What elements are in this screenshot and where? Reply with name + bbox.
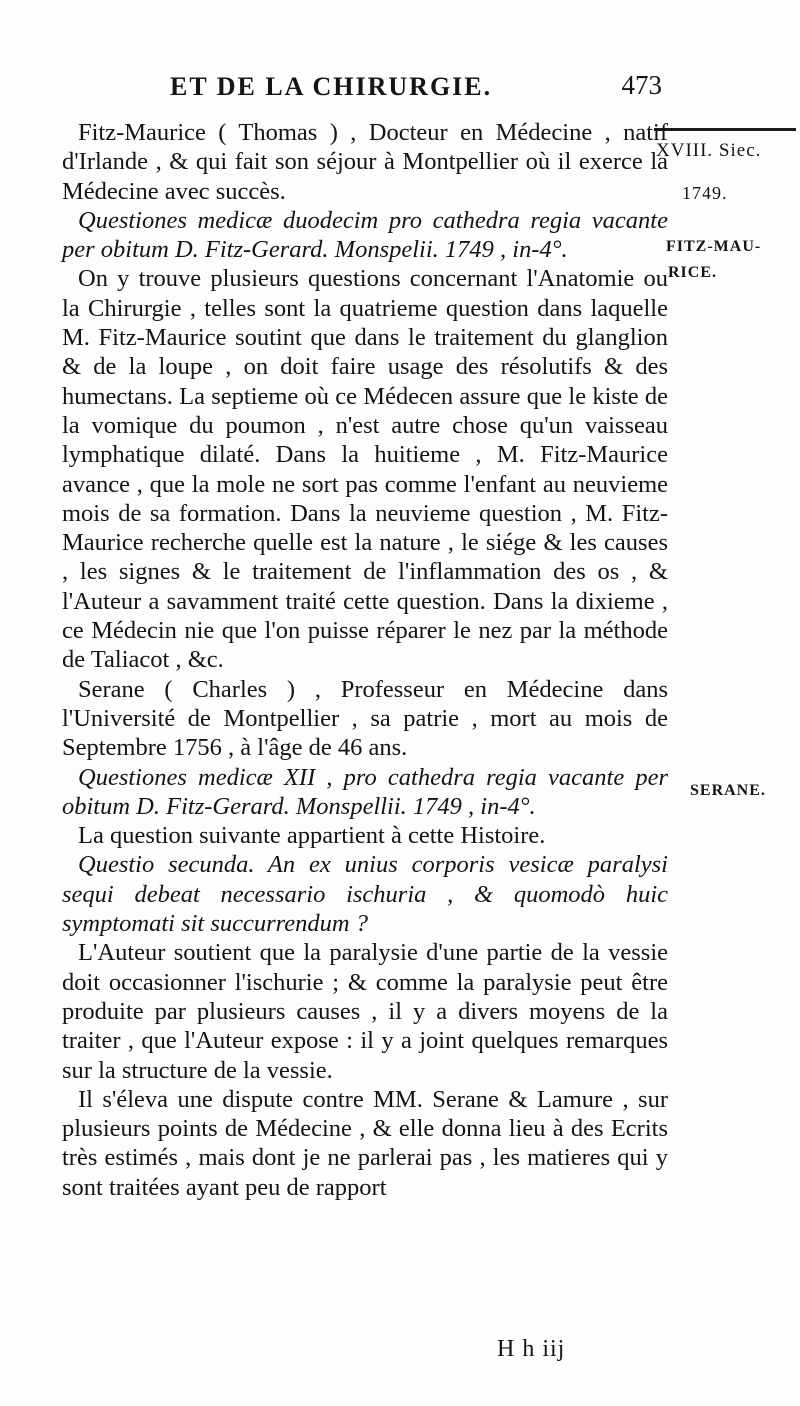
paragraph-question-secunda: Questio secunda. An ex unius corporis vesicæ paralysi sequi debeat necessario ischuria , & quomodò huic symptomati sit succurrendum ? [62, 851, 668, 938]
margin-year: 1749. [682, 183, 728, 203]
page-header [170, 70, 662, 112]
signature-mark: H h iij [497, 1336, 566, 1362]
body-text [62, 118, 668, 1202]
page-number: 473 [621, 70, 662, 100]
paragraph-serane-bio: Serane ( Charles ) , Professeur en Médecine dans l'Université de Montpellier , sa patrie , mort au mois de Septembre 1756 , à l'âge de 46 ans. [62, 675, 668, 762]
paragraph-fitz-maurice-summary: On y trouve plusieurs questions concernant l'Anatomie ou la Chirurgie , telles sont la quatrieme question dans laquelle M. Fitz-Maurice soutint que dans le traitement du glanglion & de la loupe , on doit faire usage des résolutifs & des humectans. La septieme où ce Médecen assure que le kiste de la vomique du poumon , n'est autre chose qu'un vaisseau lymphatique dilaté. Dans la huitieme , M. Fitz-Maurice avance , que la mole ne sort pas comme l'enfant au neuvieme mois de sa formation. Dans la neuvieme question , M. Fitz-Maurice recherche quelle est la nature , le siége & les causes , les signes & le traitement de l'inflammation des os , & l'Auteur a savamment traité cette question. Dans la dixieme , ce Médecin nie que l'on puisse réparer le nez par la méthode de Taliacot , &c. [62, 265, 668, 674]
margin-fitz-maurice-2: RICE. [668, 264, 718, 281]
margin-fitz-maurice-1: FITZ-MAU- [666, 238, 762, 255]
margin-serane: SERANE. [690, 782, 766, 799]
margin-rule [654, 128, 796, 131]
margin-century: XVIII. Siec. [656, 140, 762, 161]
running-title: ET DE LA CHIRURGIE. [170, 72, 493, 101]
paragraph-author-argument: L'Auteur soutient que la paralysie d'une partie de la vessie doit occasionner l'ischurie ; & comme la paralysie peut être produite par plusieurs causes , il y a divers moyens de la traiter , que l'Auteur expose : il y a joint quelques remarques sur la structure de la vessie. [62, 939, 668, 1084]
paragraph-fitz-maurice-bio: Fitz-Maurice ( Thomas ) , Docteur en Médecine , natif d'Irlande , & qui fait son séjour à Montpellier où il exerce la Médecine avec succès. [62, 119, 668, 205]
paragraph-dispute: Il s'éleva une dispute contre MM. Serane & Lamure , sur plusieurs points de Médecine , & elle donna lieu à des Ecrits très estimés , mais dont je ne parlerai pas , les matieres qui y sont traitées ayant peu de rapport [62, 1085, 668, 1201]
paragraph-question-intro: La question suivante appartient à cette Histoire. [78, 822, 546, 850]
paragraph-fitz-maurice-title: Questiones medicæ duodecim pro cathedra regia vacante per obitum D. Fitz-Gerard. Monspelii. 1749 , in-4°. [62, 206, 668, 264]
paragraph-serane-title: Questiones medicæ XII , pro cathedra regia vacante per obitum D. Fitz-Gerard. Monspellii. 1749 , in-4°. [62, 763, 668, 820]
